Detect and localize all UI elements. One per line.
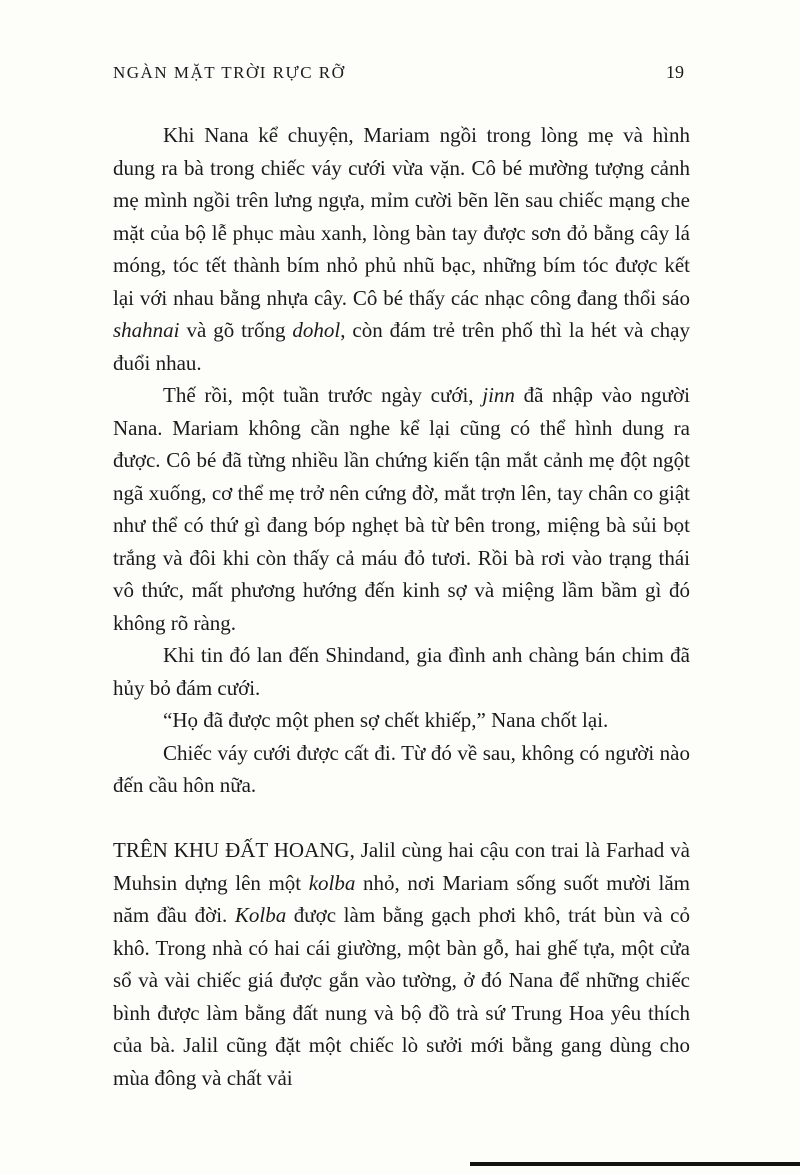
italic-term: dohol [292,318,341,342]
text-segment: đã nhập vào người Nana. Mariam không cần nghe kể lại cũng có thể hình dung ra được. Cô bé đã từng nhiều lần chứng kiến tận mắt cảnh mẹ đột ngột ngã xuống, cơ thể mẹ trở nên cứng đờ, mắt trợn lên, tay chân co giật như thể có thứ gì đang bóp nghẹt bà từ bên trong, miệng bà sủi bọt trắng và đôi khi còn thấy cả máu đỏ tươi. Rồi bà rơi vào trạng thái vô thức, mất phương hướng đến kinh sợ và miệng lầm bầm gì đó không rõ ràng. [113,383,690,635]
paragraph [113,834,690,1094]
book-title-header: NGÀN MẶT TRỜI RỰC RỠ [113,63,346,82]
text-segment: Khi tin đó lan đến Shindand, gia đình anh chàng bán chim đã hủy bỏ đám cưới. [113,643,690,700]
text-segment: Khi Nana kể chuyện, Mariam ngồi trong lòng mẹ và hình dung ra bà trong chiếc váy cưới vừa vặn. Cô bé mường tượng cảnh mẹ mình ngồi trên lưng ngựa, mỉm cười bẽn lẽn sau chiếc mạng che mặt của bộ lễ phục màu xanh, lòng bàn tay được sơn đỏ bằng cây lá móng, tóc tết thành bím nhỏ phủ nhũ bạc, những bím tóc được kết lại với nhau bằng nhựa cây. Cô bé thấy các nhạc công đang thổi sáo [113,123,690,310]
running-header [113,62,690,83]
italic-term: shahnai [113,318,180,342]
scan-edge-artifact [470,1162,800,1166]
paragraph-list [113,119,690,1094]
text-segment: nhỏ, nơi Mariam sống suốt mười lăm năm đầu đời. [113,870,690,927]
text-segment: , còn đám trẻ trên phố thì la hét và chạy đuổi nhau. [113,318,690,375]
paragraph [113,379,690,639]
text-segment: “Họ đã được một phen sợ chết khiếp,” Nana chốt lại. [163,708,609,732]
paragraph [113,639,690,704]
italic-term: jinn [482,383,515,407]
page-number: 19 [666,62,684,82]
text-segment: được làm bằng gạch phơi khô, trát bùn và cỏ khô. Trong nhà có hai cái giường, một bàn gỗ, hai ghế tựa, một cửa sổ và vài chiếc giá được gắn vào tường, ở đó Nana để những chiếc bình được làm bằng đất nung và bộ đồ trà sứ Trung Hoa yêu thích của bà. Jalil cũng đặt một chiếc lò sưởi mới bằng gang dùng cho mùa đông và chất vải [113,903,690,1090]
text-segment: và gõ trống [179,318,293,342]
text-segment: Thế rồi, một tuần trước ngày cưới, [163,383,483,407]
text-segment: Chiếc váy cưới được cất đi. Từ đó về sau, không có người nào đến cầu hôn nữa. [113,740,690,797]
paragraph [113,704,690,737]
italic-term: Kolba [234,903,287,927]
paragraph [113,119,690,379]
text-segment: TRÊN KHU ĐẤT HOANG, Jalil cùng hai cậu con trai là Farhad và Muhsin dựng lên một [113,838,690,895]
italic-term: kolba [308,870,356,895]
paragraph [113,737,690,802]
